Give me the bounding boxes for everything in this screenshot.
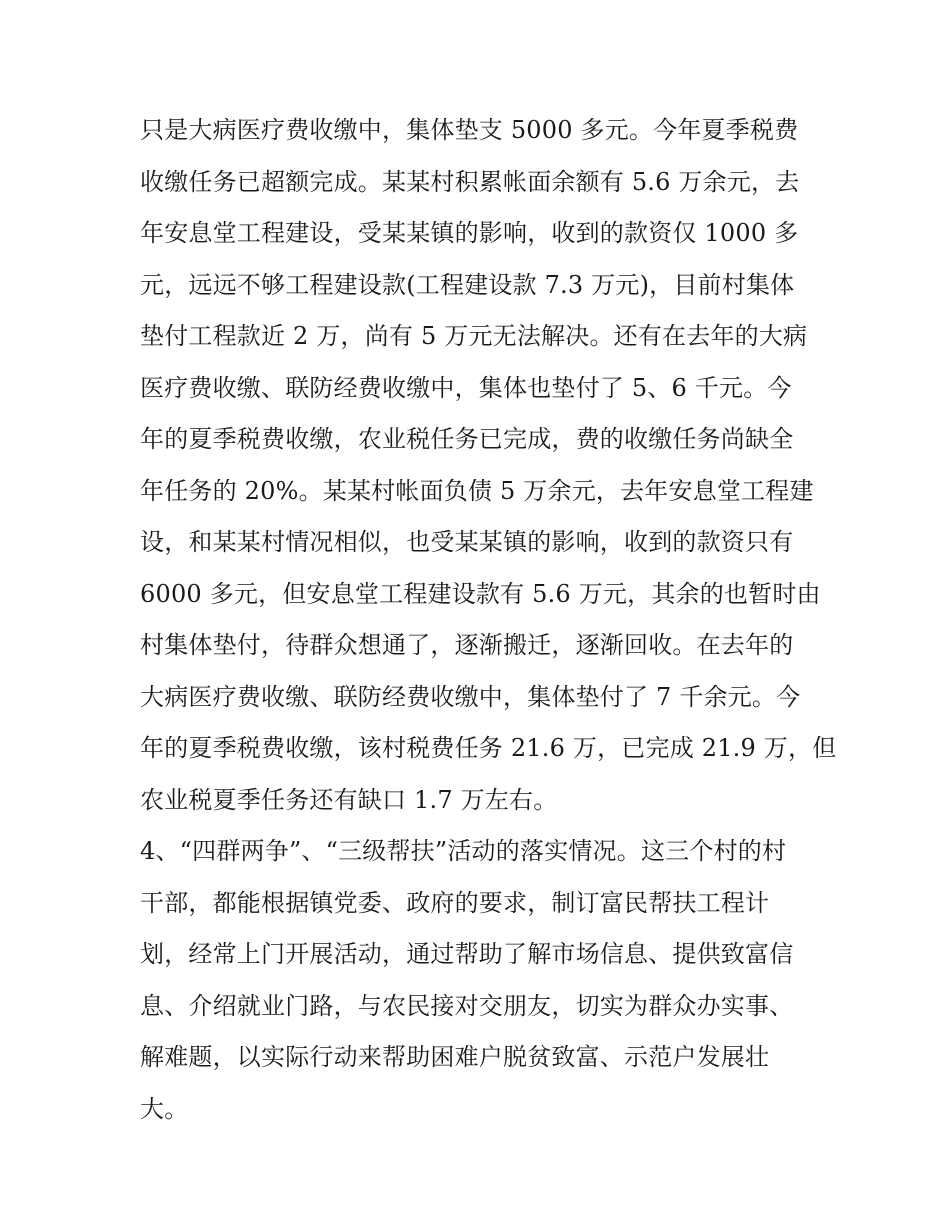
text-line: 农业税夏季任务还有缺口 1.7 万左右。 xyxy=(140,785,558,814)
body-text xyxy=(140,105,837,1135)
text-line: 垫付工程款近 2 万，尚有 5 万元无法解决。还有在去年的大病 xyxy=(140,322,808,350)
text-line: 4、“四群两争”、“三级帮扶”活动的落实情况。这三个村的村 xyxy=(140,837,787,865)
text-line: 只是大病医疗费收缴中，集体垫支 5000 多元。今年夏季税费 xyxy=(140,116,799,144)
text-line: 医疗费收缴、联防经费收缴中，集体也垫付了 5、6 千元。今 xyxy=(140,373,792,402)
text-line: 元，远远不够工程建设款(工程建设款 7.3 万元)，目前村集体 xyxy=(140,270,795,299)
text-line: 息、介绍就业门路，与农民接对交朋友，切实为群众办实事、 xyxy=(140,991,794,1020)
text-line: 解难题，以实际行动来帮助困难户脱贫致富、示范户发展壮 xyxy=(140,1043,770,1071)
text-line: 划，经常上门开展活动，通过帮助了解市场信息、提供致富信 xyxy=(140,940,794,968)
text-line: 年任务的 20%。某某村帐面负债 5 万余元，去年安息堂工程建 xyxy=(140,476,814,505)
text-line: 干部，都能根据镇党委、政府的要求，制订富民帮扶工程计 xyxy=(140,888,770,917)
text-line: 收缴任务已超额完成。某某村积累帐面余额有 5.6 万余元，去 xyxy=(140,167,800,196)
text-line: 大。 xyxy=(140,1094,189,1123)
text-line: 大病医疗费收缴、联防经费收缴中，集体垫付了 7 千余元。今 xyxy=(140,682,801,711)
text-line: 6000 多元，但安息堂工程建设款有 5.6 万元，其余的也暂时由 xyxy=(140,579,821,608)
text-line: 年的夏季税费收缴，该村税费任务 21.6 万，已完成 21.9 万，但 xyxy=(140,734,837,762)
text-line: 年安息堂工程建设，受某某镇的影响，收到的款资仅 1000 多 xyxy=(140,219,799,247)
text-line: 村集体垫付，待群众想通了，逐渐搬迁，逐渐回收。在去年的 xyxy=(140,631,794,659)
text-line: 设，和某某村情况相似，也受某某镇的影响，收到的款资只有 xyxy=(140,528,794,556)
text-line: 年的夏季税费收缴，农业税任务已完成，费的收缴任务尚缺全 xyxy=(140,425,794,453)
